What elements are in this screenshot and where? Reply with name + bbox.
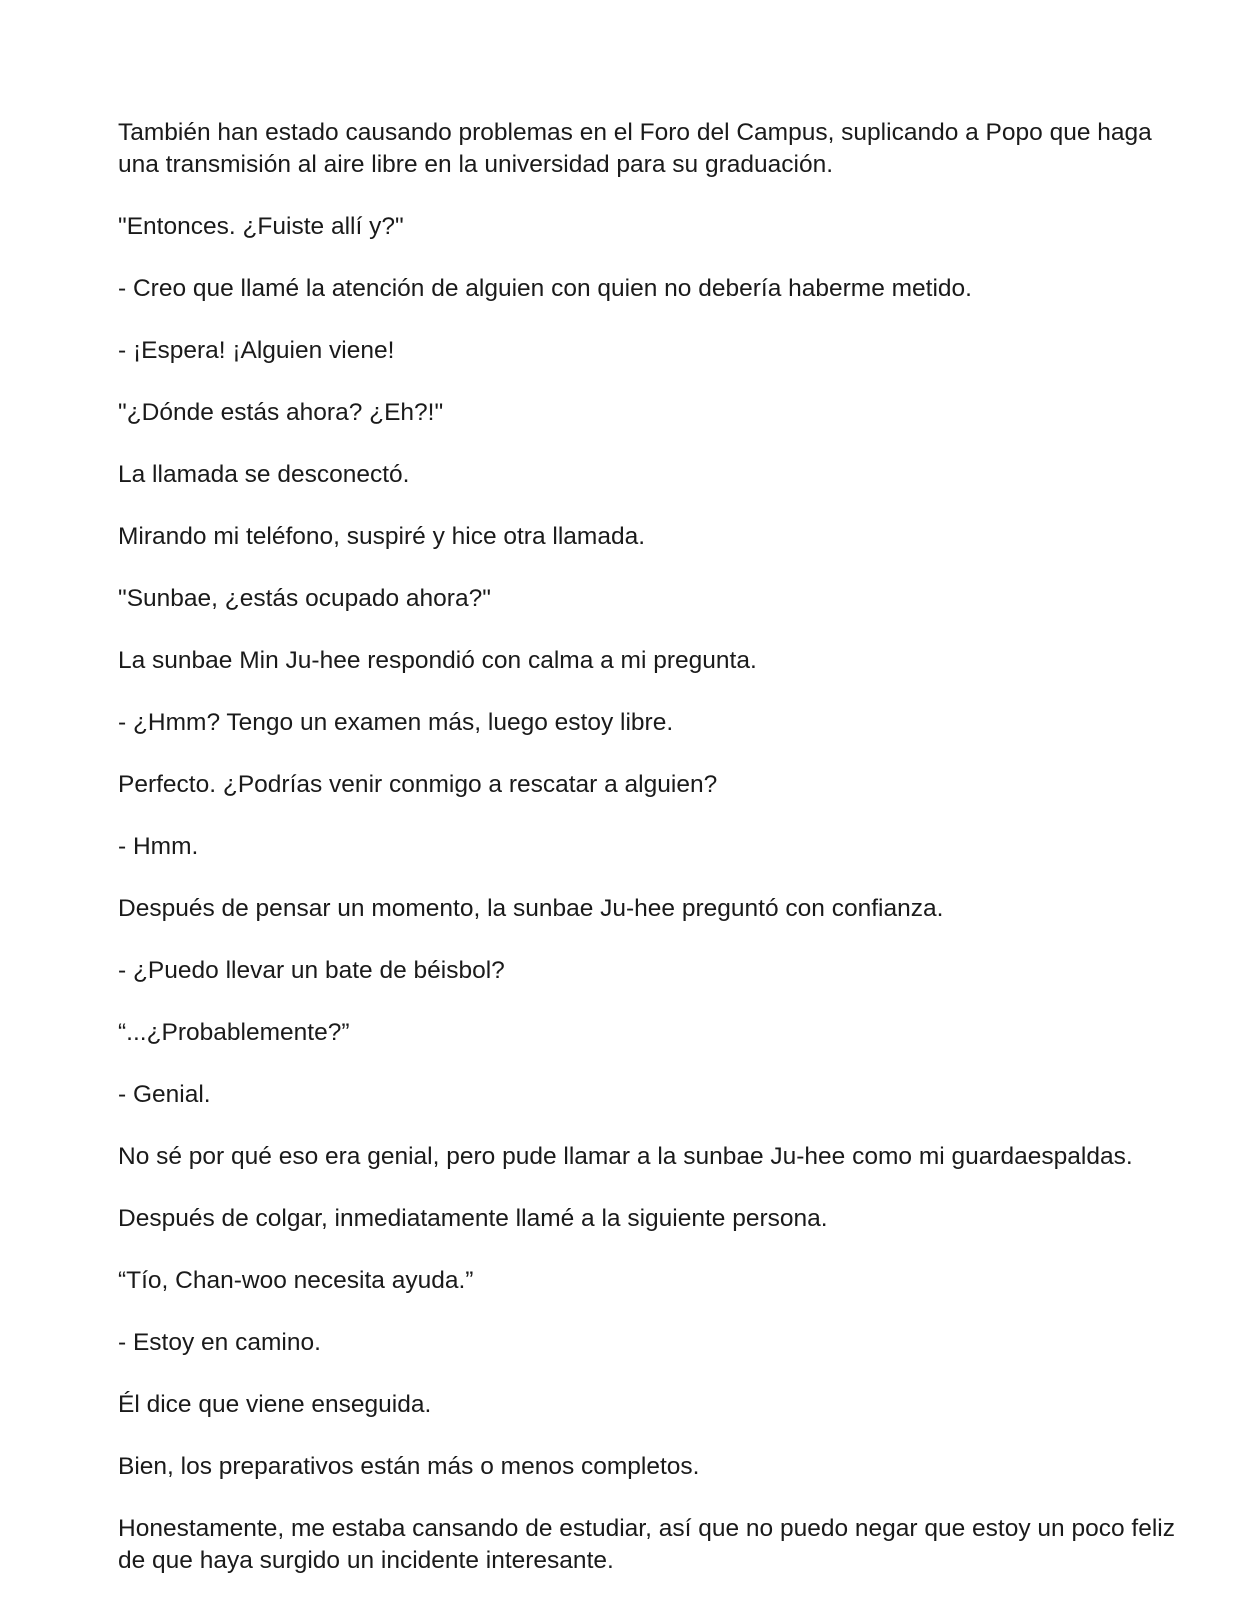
paragraph: Después de pensar un momento, la sunbae Ju-hee preguntó con confianza. — [118, 895, 944, 922]
paragraph: - ¿Hmm? Tengo un examen más, luego estoy libre. — [118, 709, 674, 736]
paragraph: Perfecto. ¿Podrías venir conmigo a rescatar a alguien? — [118, 771, 718, 798]
paragraph: - Creo que llamé la atención de alguien con quien no debería haberme metido. — [118, 275, 972, 302]
paragraph: También han estado causando problemas en el Foro del Campus, suplicando a Popo que haga una transmisión al aire libre en la universidad para su graduación. — [118, 119, 1152, 178]
paragraph: Bien, los preparativos están más o menos completos. — [118, 1453, 700, 1480]
document-body — [118, 117, 1198, 1607]
paragraph: - Genial. — [118, 1081, 211, 1108]
paragraph: La sunbae Min Ju-hee respondió con calma a mi pregunta. — [118, 647, 757, 674]
paragraph: La llamada se desconectó. — [118, 461, 410, 488]
paragraph: "Sunbae, ¿estás ocupado ahora?" — [118, 585, 491, 612]
paragraph: Mirando mi teléfono, suspiré y hice otra llamada. — [118, 523, 646, 550]
paragraph: - Hmm. — [118, 833, 199, 860]
paragraph: - ¡Espera! ¡Alguien viene! — [118, 337, 395, 364]
paragraph: Él dice que viene enseguida. — [118, 1391, 432, 1418]
paragraph: Después de colgar, inmediatamente llamé a la siguiente persona. — [118, 1205, 828, 1232]
paragraph: “Tío, Chan-woo necesita ayuda.” — [118, 1267, 474, 1294]
paragraph: - ¿Puedo llevar un bate de béisbol? — [118, 957, 505, 984]
paragraph: "¿Dónde estás ahora? ¿Eh?!" — [118, 399, 444, 426]
paragraph: "Entonces. ¿Fuiste allí y?" — [118, 213, 404, 240]
paragraph: “...¿Probablemente?” — [118, 1019, 350, 1046]
paragraph: No sé por qué eso era genial, pero pude llamar a la sunbae Ju-hee como mi guardaespaldas. — [118, 1143, 1133, 1170]
paragraph: - Estoy en camino. — [118, 1329, 321, 1356]
paragraph: Honestamente, me estaba cansando de estudiar, así que no puedo negar que estoy un poco feliz de que haya surgido un incidente interesante. — [118, 1515, 1175, 1574]
